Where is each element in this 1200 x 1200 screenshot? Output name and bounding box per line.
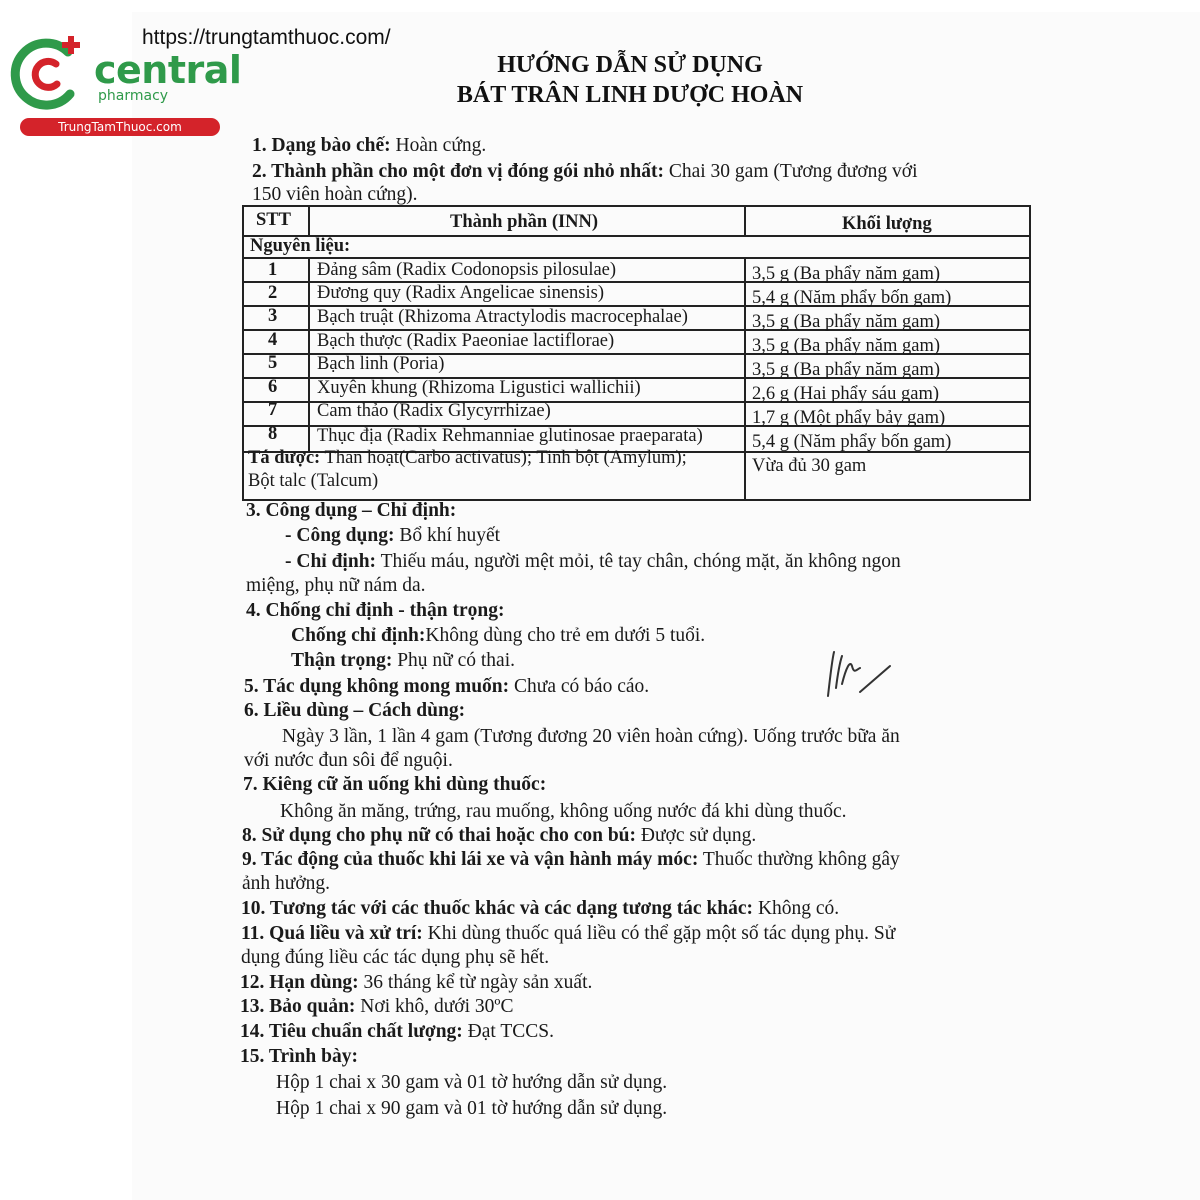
section-10: 10. Tương tác với các thuốc khác và các dạng tương tác khác: Không có. bbox=[241, 898, 840, 919]
header-mass: Khối lượng bbox=[842, 214, 932, 234]
doc-title-line1: HƯỚNG DẪN SỬ DỤNG bbox=[497, 52, 763, 78]
section-6-title: 6. Liều dùng – Cách dùng: bbox=[244, 700, 466, 721]
section-4-contra: Chống chỉ định:Không dùng cho trẻ em dưới 5 tuổi. bbox=[291, 625, 706, 646]
section-2-cont: 150 viên hoàn cứng). bbox=[252, 184, 418, 205]
section-13: 13. Bảo quản: Nơi khô, dưới 30ºC bbox=[240, 996, 514, 1017]
section-7-title: 7. Kiêng cữ ăn uống khi dùng thuốc: bbox=[243, 774, 547, 795]
source-url[interactable]: https://trungtamthuoc.com/ bbox=[142, 26, 391, 49]
section-3-indication: - Chỉ định: Thiếu máu, người mệt mỏi, tê tay chân, chóng mặt, ăn không ngon bbox=[285, 551, 901, 572]
section-2 bbox=[252, 161, 918, 183]
handwritten-signature-icon bbox=[818, 638, 898, 708]
excipient-label: Tá dược: bbox=[248, 448, 321, 468]
section-7-text: Không ăn măng, trứng, rau muống, không uống nước đá khi dùng thuốc. bbox=[280, 801, 847, 822]
section-9: 9. Tác động của thuốc khi lái xe và vận hành máy móc: Thuốc thường không gây bbox=[242, 849, 900, 870]
section-11: 11. Quá liều và xử trí: Khi dùng thuốc quá liều có thể gặp một số tác dụng phụ. Sử bbox=[241, 923, 896, 944]
group-label: Nguyên liệu: bbox=[250, 236, 351, 256]
section-3-indication-cont: miệng, phụ nữ nám da. bbox=[246, 575, 426, 596]
excipient-text: Than hoạt(Carbo activatus); Tinh bột (Amylum); bbox=[320, 448, 687, 468]
section-1-label: 1. Dạng bào chế: bbox=[252, 135, 391, 156]
section-3-use: - Công dụng: Bổ khí huyết bbox=[285, 525, 501, 546]
section-5: 5. Tác dụng không mong muốn: Chưa có báo cáo. bbox=[244, 676, 650, 697]
section-4-caution: Thận trọng: Phụ nữ có thai. bbox=[291, 650, 515, 671]
logo-wordmark: central bbox=[94, 48, 242, 92]
section-15-title: 15. Trình bày: bbox=[240, 1046, 358, 1067]
ingredient-table: STT Thành phần (INN) Khối lượng Nguyên liệu: 1 Đảng sâm (Radix Codonopsis pilosulae) 3,5 g (Ba phẩy năm gam) 2 Đương quy (Radix Angelicae sinensis) 5,4 g (Năm phẩy bốn gam) 3 Bạch truật (Rhizoma Atractylodis macrocephalae) 3,5 g (Ba phẩy năm gam) 4 Bạch thược (Radix Paeoniae lactiflorae) 3,5 g (Ba phẩy năm gam) 5 Bạch linh (Poria) 3,5 g (Ba phẩy năm gam) 6 Xuyên khung (Rhizoma Ligustici wallichii) 2,6 g (Hai phẩy sáu gam) 7 Cam thảo (Radix Glycyrrhizae) 1,7 g (Một phẩy bảy gam) 8 Thục địa (Radix Rehmanniae glutinosae praeparata) 5,4 g (Năm phẩy bốn gam) Tá dược: Than hoạt(Carbo activatus); Tinh bột (Amylum); Bột talc (Talcum) Vừa đủ 30 gam bbox=[242, 205, 1030, 501]
section-11-cont: dụng đúng liều các tác dụng phụ sẽ hết. bbox=[241, 947, 550, 968]
section-4-title: 4. Chống chỉ định - thận trọng: bbox=[246, 600, 505, 621]
section-1-text: Hoàn cứng. bbox=[390, 135, 487, 156]
scan-margin bbox=[0, 0, 132, 1200]
list-item: Hộp 1 chai x 30 gam và 01 tờ hướng dẫn sử dụng. bbox=[276, 1072, 668, 1093]
section-3-title: 3. Công dụng – Chỉ định: bbox=[246, 500, 457, 521]
excipient-cont: Bột talc (Talcum) bbox=[248, 471, 379, 491]
section-6-cont: với nước đun sôi để nguội. bbox=[244, 750, 453, 771]
logo-c-icon bbox=[10, 36, 94, 116]
header-stt: STT bbox=[256, 210, 291, 230]
section-12: 12. Hạn dùng: 36 tháng kể từ ngày sản xuất. bbox=[240, 972, 593, 993]
section-9-cont: ảnh hưởng. bbox=[242, 873, 331, 894]
header-ingredient: Thành phần (INN) bbox=[450, 212, 599, 232]
section-14: 14. Tiêu chuẩn chất lượng: Đạt TCCS. bbox=[240, 1021, 554, 1042]
section-6-text: Ngày 3 lần, 1 lần 4 gam (Tương đương 20 viên hoàn cứng). Uống trước bữa ăn bbox=[282, 726, 900, 747]
list-item: Hộp 1 chai x 90 gam và 01 tờ hướng dẫn sử dụng. bbox=[276, 1098, 668, 1119]
excipient-mass: Vừa đủ 30 gam bbox=[752, 456, 867, 476]
section-1 bbox=[252, 135, 486, 157]
section-2-text: Chai 30 gam (Tương đương với bbox=[663, 161, 918, 182]
doc-title-line2: BÁT TRÂN LINH DƯỢC HOÀN bbox=[456, 82, 804, 108]
logo-subtitle: pharmacy bbox=[98, 88, 169, 104]
central-pharmacy-logo[interactable] bbox=[10, 36, 242, 136]
section-8: 8. Sử dụng cho phụ nữ có thai hoặc cho con bú: Được sử dụng. bbox=[242, 825, 757, 846]
logo-site-bar: TrungTamThuoc.com bbox=[20, 118, 220, 136]
section-2-label: 2. Thành phần cho một đơn vị đóng gói nhỏ nhất: bbox=[252, 161, 664, 182]
